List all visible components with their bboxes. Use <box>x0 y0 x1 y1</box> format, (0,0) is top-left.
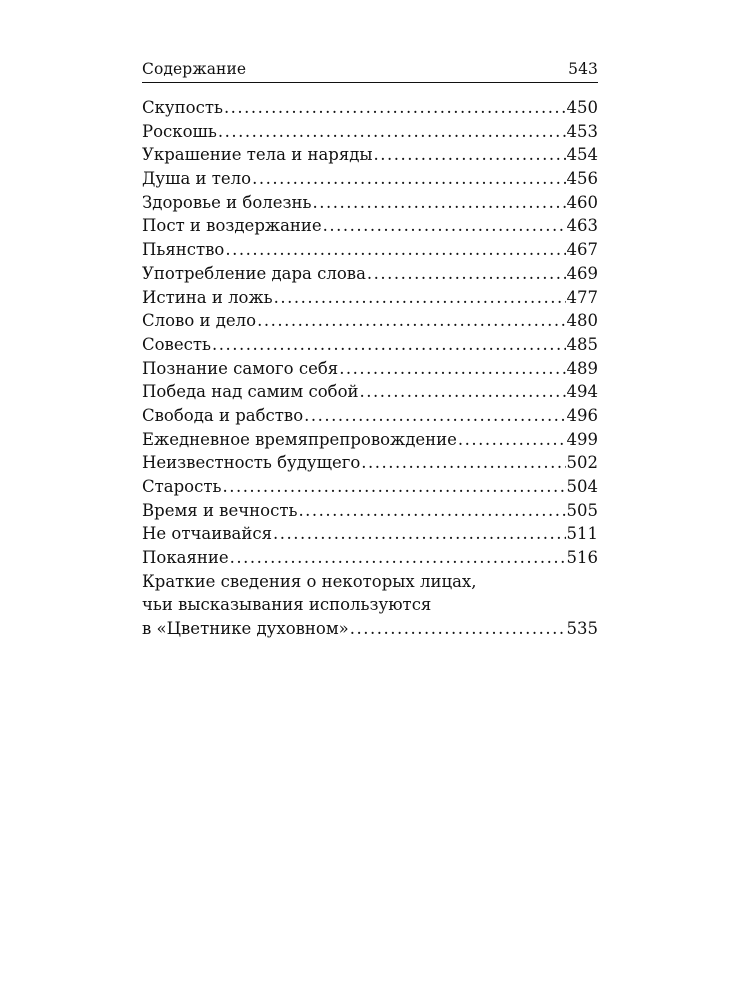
toc-entry-page: 456 <box>566 169 598 189</box>
toc-entry-page: 499 <box>566 429 598 449</box>
toc-entry[interactable] <box>142 191 598 215</box>
toc-dot-leader <box>304 404 565 428</box>
toc-entry-page: 502 <box>566 453 598 473</box>
toc-entry-title: Роскошь <box>142 121 217 141</box>
toc-dot-leader <box>274 286 566 310</box>
toc-entry-page: 477 <box>566 287 598 307</box>
toc-entry-title: Скупость <box>142 98 223 117</box>
toc-entry[interactable] <box>142 499 598 523</box>
toc-entry-page: 467 <box>566 240 598 260</box>
toc-entry-title: Покаяние <box>142 548 229 568</box>
toc-entry-page: 485 <box>566 334 598 354</box>
toc-entry-page: 453 <box>566 121 598 141</box>
toc-entry-title: Здоровье и болезнь <box>142 192 312 212</box>
toc-entry-title: Душа и тело <box>142 169 252 189</box>
toc-dot-leader <box>350 617 566 641</box>
running-head-title: Содержание <box>142 60 247 78</box>
toc-dot-leader <box>361 451 565 475</box>
toc-dot-leader <box>257 309 565 333</box>
toc-entry[interactable] <box>142 357 598 381</box>
toc-dot-leader <box>458 428 566 452</box>
toc-entry-page: 454 <box>566 145 598 165</box>
table-of-contents <box>142 96 598 641</box>
toc-dot-leader <box>222 475 565 499</box>
toc-entry-page: 489 <box>566 358 598 378</box>
toc-dot-leader <box>230 546 566 570</box>
toc-entry[interactable] <box>142 475 598 499</box>
toc-entry-page: 505 <box>566 500 598 520</box>
toc-entry-title: Старость <box>142 477 222 496</box>
toc-entry-title: Украшение тела и наряды <box>142 145 373 165</box>
toc-dot-leader <box>218 120 566 144</box>
toc-entry-title: Пьянство <box>142 240 225 260</box>
toc-entry-title: Свобода и рабство <box>142 405 304 425</box>
toc-entry-page: 463 <box>566 216 598 236</box>
toc-entry[interactable] <box>142 238 598 262</box>
toc-entry[interactable] <box>142 309 598 333</box>
header-rule <box>142 82 598 83</box>
toc-dot-leader <box>323 214 566 238</box>
toc-entry-list <box>142 96 598 570</box>
toc-entry-title: Победа над самим собой <box>142 382 359 402</box>
toc-entry-title: Ежедневное времяпрепровождение <box>142 429 457 449</box>
toc-entry-final-line-1: Краткие сведения о некоторых лицах, <box>142 571 477 591</box>
toc-entry-page: 460 <box>566 192 598 212</box>
toc-entry[interactable] <box>142 167 598 191</box>
toc-entry-title: Пост и воздержание <box>142 216 322 236</box>
toc-entry-page: 494 <box>566 382 598 402</box>
toc-entry-title: Совесть <box>142 334 211 354</box>
toc-dot-leader <box>252 167 565 191</box>
toc-entry-title: Истина и ложь <box>142 287 273 307</box>
toc-entry[interactable] <box>142 451 598 475</box>
toc-entry-page: 496 <box>566 405 598 425</box>
toc-dot-leader <box>367 262 566 286</box>
toc-entry-title: Употребление дара слова <box>142 263 366 283</box>
toc-dot-leader <box>298 499 565 523</box>
toc-entry[interactable] <box>142 120 598 144</box>
toc-entry-title: Слово и дело <box>142 311 257 331</box>
toc-entry[interactable] <box>142 522 598 546</box>
toc-dot-leader <box>313 191 566 215</box>
toc-entry[interactable] <box>142 214 598 238</box>
toc-dot-leader <box>225 238 565 262</box>
toc-entry-title: Время и вечность <box>142 500 298 520</box>
running-head-page-number: 543 <box>568 60 598 78</box>
toc-entry[interactable] <box>142 143 598 167</box>
toc-entry-page: 469 <box>566 263 598 283</box>
toc-entry-final-page: 535 <box>566 619 598 639</box>
toc-entry-page: 504 <box>566 477 598 496</box>
toc-entry-final-title: в «Цветнике духовном» <box>142 619 349 639</box>
toc-entry[interactable] <box>142 404 598 428</box>
toc-dot-leader <box>273 522 566 546</box>
toc-entry-final[interactable] <box>142 570 598 641</box>
toc-dot-leader <box>212 333 566 357</box>
toc-entry[interactable] <box>142 546 598 570</box>
toc-entry[interactable] <box>142 380 598 404</box>
toc-entry-title: Неизвестность будущего <box>142 453 361 473</box>
toc-entry-title: Познание самого себя <box>142 358 339 378</box>
toc-entry[interactable] <box>142 96 598 120</box>
running-head <box>142 60 598 82</box>
toc-entry-title: Не отчаивайся <box>142 524 272 544</box>
toc-entry-page: 511 <box>566 524 598 544</box>
toc-dot-leader <box>374 143 566 167</box>
toc-entry-final-line-2: чьи высказывания используются <box>142 595 432 615</box>
toc-dot-leader <box>224 96 566 120</box>
toc-entry[interactable] <box>142 286 598 310</box>
toc-entry-page: 480 <box>566 311 598 331</box>
toc-entry-final-line-3 <box>142 617 598 641</box>
toc-dot-leader <box>339 357 565 381</box>
toc-entry[interactable] <box>142 262 598 286</box>
toc-entry[interactable] <box>142 428 598 452</box>
toc-entry-page: 516 <box>566 548 598 568</box>
toc-entry-page: 450 <box>566 98 598 117</box>
toc-entry[interactable] <box>142 333 598 357</box>
toc-dot-leader <box>360 380 566 404</box>
